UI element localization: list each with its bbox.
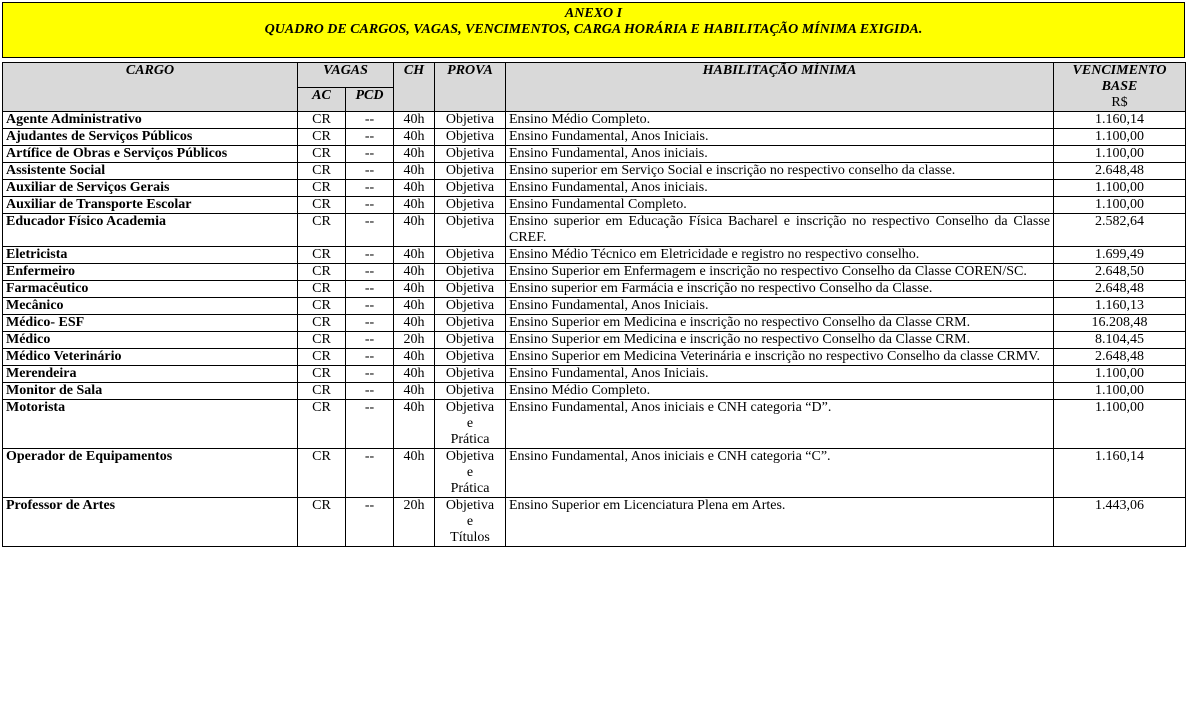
document-sheet <box>2 2 1185 547</box>
cell-vencimento: 2.648,48 <box>1054 281 1186 298</box>
cell-pcd: -- <box>346 129 394 146</box>
cell-habilitacao: Ensino Fundamental, Anos iniciais e CNH categoria “D”. <box>506 400 1054 449</box>
cell-ac: CR <box>298 449 346 498</box>
cell-prova <box>435 264 506 281</box>
cell-habilitacao: Ensino Superior em Medicina Veterinária e inscrição no respectivo Conselho da classe CRMV. <box>506 349 1054 366</box>
cell-prova <box>435 281 506 298</box>
cell-cargo: Eletricista <box>3 247 298 264</box>
cell-cargo: Professor de Artes <box>3 498 298 547</box>
cell-pcd: -- <box>346 498 394 547</box>
table-row <box>3 332 1186 349</box>
cell-ch: 40h <box>394 112 435 129</box>
prova-line: Objetiva <box>445 383 495 398</box>
annex-subtitle: QUADRO DE CARGOS, VAGAS, VENCIMENTOS, CARGA HORÁRIA E HABILITAÇÃO MÍNIMA EXIGIDA. <box>264 22 923 37</box>
cell-pcd: -- <box>346 383 394 400</box>
cell-pcd: -- <box>346 163 394 180</box>
cell-cargo: Merendeira <box>3 366 298 383</box>
cell-ch: 40h <box>394 315 435 332</box>
cell-ac: CR <box>298 129 346 146</box>
cell-cargo: Motorista <box>3 400 298 449</box>
cell-cargo: Farmacêutico <box>3 281 298 298</box>
cell-vencimento: 1.100,00 <box>1054 383 1186 400</box>
prova-line: Objetiva <box>445 264 495 279</box>
cell-vencimento: 1.100,00 <box>1054 146 1186 163</box>
cell-prova <box>435 366 506 383</box>
table-row <box>3 163 1186 180</box>
cell-ac: CR <box>298 400 346 449</box>
cell-ac: CR <box>298 383 346 400</box>
cell-ch: 40h <box>394 180 435 197</box>
table-row <box>3 247 1186 264</box>
cell-cargo: Operador de Equipamentos <box>3 449 298 498</box>
annex-banner <box>2 2 1185 58</box>
cell-ch: 40h <box>394 163 435 180</box>
cell-ac: CR <box>298 214 346 247</box>
cell-ch: 20h <box>394 332 435 349</box>
cell-ac: CR <box>298 247 346 264</box>
cell-ac: CR <box>298 163 346 180</box>
cell-habilitacao: Ensino Superior em Enfermagem e inscrição no respectivo Conselho da Classe COREN/SC. <box>506 264 1054 281</box>
prova-line: Objetiva <box>445 315 495 330</box>
header-pcd: PCD <box>346 87 394 112</box>
cell-pcd: -- <box>346 332 394 349</box>
cell-pcd: -- <box>346 449 394 498</box>
cell-vencimento: 2.648,48 <box>1054 349 1186 366</box>
cell-ac: CR <box>298 315 346 332</box>
cell-prova <box>435 129 506 146</box>
header-habilitacao: HABILITAÇÃO MÍNIMA <box>506 63 1054 112</box>
table-row <box>3 281 1186 298</box>
header-ac: AC <box>298 87 346 112</box>
cell-cargo: Médico- ESF <box>3 315 298 332</box>
cell-ch: 40h <box>394 400 435 449</box>
prova-line: e <box>466 514 474 529</box>
cell-prova <box>435 197 506 214</box>
cell-pcd: -- <box>346 180 394 197</box>
cell-habilitacao: Ensino Médio Completo. <box>506 112 1054 129</box>
cell-ac: CR <box>298 180 346 197</box>
cell-vencimento: 2.582,64 <box>1054 214 1186 247</box>
header-vencimento-line2: BASE <box>1101 79 1138 94</box>
table-row <box>3 315 1186 332</box>
cell-pcd: -- <box>346 112 394 129</box>
cell-ac: CR <box>298 197 346 214</box>
cell-ac: CR <box>298 366 346 383</box>
cell-ch: 40h <box>394 197 435 214</box>
cell-vencimento: 16.208,48 <box>1054 315 1186 332</box>
cell-ac: CR <box>298 498 346 547</box>
cell-habilitacao: Ensino Fundamental, Anos Iniciais. <box>506 366 1054 383</box>
table-row <box>3 197 1186 214</box>
cell-cargo: Médico <box>3 332 298 349</box>
table-body <box>3 112 1186 547</box>
cell-habilitacao: Ensino Fundamental, Anos Iniciais. <box>506 298 1054 315</box>
table-row <box>3 298 1186 315</box>
cell-ac: CR <box>298 146 346 163</box>
cell-cargo: Auxiliar de Serviços Gerais <box>3 180 298 197</box>
cell-prova <box>435 146 506 163</box>
cell-ac: CR <box>298 332 346 349</box>
header-prova: PROVA <box>435 63 506 112</box>
cell-ch: 40h <box>394 146 435 163</box>
cell-ch: 20h <box>394 498 435 547</box>
cell-vencimento: 2.648,50 <box>1054 264 1186 281</box>
cell-pcd: -- <box>346 315 394 332</box>
cell-cargo: Auxiliar de Transporte Escolar <box>3 197 298 214</box>
prova-line: Objetiva <box>445 298 495 313</box>
cell-ac: CR <box>298 298 346 315</box>
cell-vencimento: 1.443,06 <box>1054 498 1186 547</box>
cell-ac: CR <box>298 349 346 366</box>
cell-pcd: -- <box>346 281 394 298</box>
prova-line: Prática <box>450 432 490 447</box>
header-vagas: VAGAS <box>298 63 394 88</box>
cell-pcd: -- <box>346 247 394 264</box>
table-row <box>3 214 1186 247</box>
table-row <box>3 129 1186 146</box>
cell-vencimento: 2.648,48 <box>1054 163 1186 180</box>
header-ch: CH <box>394 63 435 112</box>
prova-line: Objetiva <box>445 163 495 178</box>
cell-pcd: -- <box>346 366 394 383</box>
prova-line: Prática <box>450 481 490 496</box>
cell-prova <box>435 449 506 498</box>
cell-habilitacao: Ensino superior em Serviço Social e inscrição no respectivo conselho da classe. <box>506 163 1054 180</box>
cell-prova <box>435 298 506 315</box>
table-row <box>3 112 1186 129</box>
cell-habilitacao: Ensino Superior em Medicina e inscrição no respectivo Conselho da Classe CRM. <box>506 315 1054 332</box>
cell-prova <box>435 400 506 449</box>
cell-vencimento: 1.160,13 <box>1054 298 1186 315</box>
table-row <box>3 180 1186 197</box>
cell-habilitacao: Ensino Fundamental, Anos iniciais. <box>506 180 1054 197</box>
cell-prova <box>435 498 506 547</box>
cell-vencimento: 1.160,14 <box>1054 449 1186 498</box>
cell-cargo: Ajudantes de Serviços Públicos <box>3 129 298 146</box>
cell-ch: 40h <box>394 298 435 315</box>
positions-table <box>2 62 1186 547</box>
cell-habilitacao: Ensino Fundamental, Anos iniciais. <box>506 146 1054 163</box>
cell-habilitacao: Ensino Fundamental Completo. <box>506 197 1054 214</box>
header-vencimento-unit: R$ <box>1111 95 1128 110</box>
prova-line: Objetiva <box>445 180 495 195</box>
cell-prova <box>435 214 506 247</box>
cell-prova <box>435 383 506 400</box>
prova-line: e <box>466 416 474 431</box>
cell-ch: 40h <box>394 349 435 366</box>
cell-prova <box>435 112 506 129</box>
prova-line: e <box>466 465 474 480</box>
prova-line: Objetiva <box>445 332 495 347</box>
cell-cargo: Mecânico <box>3 298 298 315</box>
cell-habilitacao: Ensino Superior em Licenciatura Plena em Artes. <box>506 498 1054 547</box>
prova-line: Objetiva <box>445 498 495 513</box>
cell-ch: 40h <box>394 264 435 281</box>
table-row <box>3 449 1186 498</box>
cell-vencimento: 1.100,00 <box>1054 197 1186 214</box>
cell-vencimento: 8.104,45 <box>1054 332 1186 349</box>
prova-line: Objetiva <box>445 349 495 364</box>
cell-ch: 40h <box>394 129 435 146</box>
cell-pcd: -- <box>346 197 394 214</box>
cell-ac: CR <box>298 264 346 281</box>
prova-line: Objetiva <box>445 214 495 229</box>
table-row <box>3 366 1186 383</box>
cell-habilitacao: Ensino superior em Farmácia e inscrição no respectivo Conselho da Classe. <box>506 281 1054 298</box>
cell-pcd: -- <box>346 264 394 281</box>
cell-ch: 40h <box>394 247 435 264</box>
header-vencimento-line1: VENCIMENTO <box>1072 63 1167 78</box>
cell-cargo: Enfermeiro <box>3 264 298 281</box>
cell-cargo: Agente Administrativo <box>3 112 298 129</box>
cell-ch: 40h <box>394 383 435 400</box>
cell-ac: CR <box>298 281 346 298</box>
cell-habilitacao: Ensino Fundamental, Anos iniciais e CNH categoria “C”. <box>506 449 1054 498</box>
cell-prova <box>435 180 506 197</box>
cell-cargo: Educador Físico Academia <box>3 214 298 247</box>
prova-line: Objetiva <box>445 366 495 381</box>
cell-pcd: -- <box>346 146 394 163</box>
table-row <box>3 400 1186 449</box>
table-row <box>3 383 1186 400</box>
cell-ch: 40h <box>394 214 435 247</box>
prova-line: Objetiva <box>445 197 495 212</box>
cell-vencimento: 1.100,00 <box>1054 180 1186 197</box>
cell-cargo: Artífice de Obras e Serviços Públicos <box>3 146 298 163</box>
cell-prova <box>435 332 506 349</box>
cell-habilitacao: Ensino Superior em Medicina e inscrição no respectivo Conselho da Classe CRM. <box>506 332 1054 349</box>
cell-ch: 40h <box>394 366 435 383</box>
cell-vencimento: 1.100,00 <box>1054 400 1186 449</box>
cell-prova <box>435 315 506 332</box>
prova-line: Objetiva <box>445 112 495 127</box>
cell-pcd: -- <box>346 400 394 449</box>
table-row <box>3 146 1186 163</box>
header-vencimento <box>1054 63 1186 112</box>
cell-vencimento: 1.699,49 <box>1054 247 1186 264</box>
cell-cargo: Assistente Social <box>3 163 298 180</box>
prova-line: Objetiva <box>445 129 495 144</box>
cell-habilitacao: Ensino superior em Educação Física Bacharel e inscrição no respectivo Conselho da Classe CREF. <box>506 214 1054 247</box>
cell-vencimento: 1.100,00 <box>1054 129 1186 146</box>
cell-vencimento: 1.100,00 <box>1054 366 1186 383</box>
cell-ac: CR <box>298 112 346 129</box>
prova-line: Objetiva <box>445 146 495 161</box>
cell-cargo: Médico Veterinário <box>3 349 298 366</box>
table-row <box>3 498 1186 547</box>
cell-pcd: -- <box>346 214 394 247</box>
table-row <box>3 264 1186 281</box>
cell-vencimento: 1.160,14 <box>1054 112 1186 129</box>
cell-pcd: -- <box>346 349 394 366</box>
cell-habilitacao: Ensino Médio Completo. <box>506 383 1054 400</box>
prova-line: Títulos <box>450 530 490 545</box>
cell-cargo: Monitor de Sala <box>3 383 298 400</box>
cell-habilitacao: Ensino Médio Técnico em Eletricidade e registro no respectivo conselho. <box>506 247 1054 264</box>
annex-title: ANEXO I <box>564 6 623 21</box>
prova-line: Objetiva <box>445 449 495 464</box>
table-row <box>3 349 1186 366</box>
prova-line: Objetiva <box>445 400 495 415</box>
prova-line: Objetiva <box>445 281 495 296</box>
cell-prova <box>435 163 506 180</box>
header-cargo: CARGO <box>3 63 298 112</box>
prova-line: Objetiva <box>445 247 495 262</box>
cell-ch: 40h <box>394 449 435 498</box>
cell-habilitacao: Ensino Fundamental, Anos Iniciais. <box>506 129 1054 146</box>
cell-pcd: -- <box>346 298 394 315</box>
cell-prova <box>435 349 506 366</box>
cell-prova <box>435 247 506 264</box>
cell-ch: 40h <box>394 281 435 298</box>
table-header <box>3 63 1186 112</box>
